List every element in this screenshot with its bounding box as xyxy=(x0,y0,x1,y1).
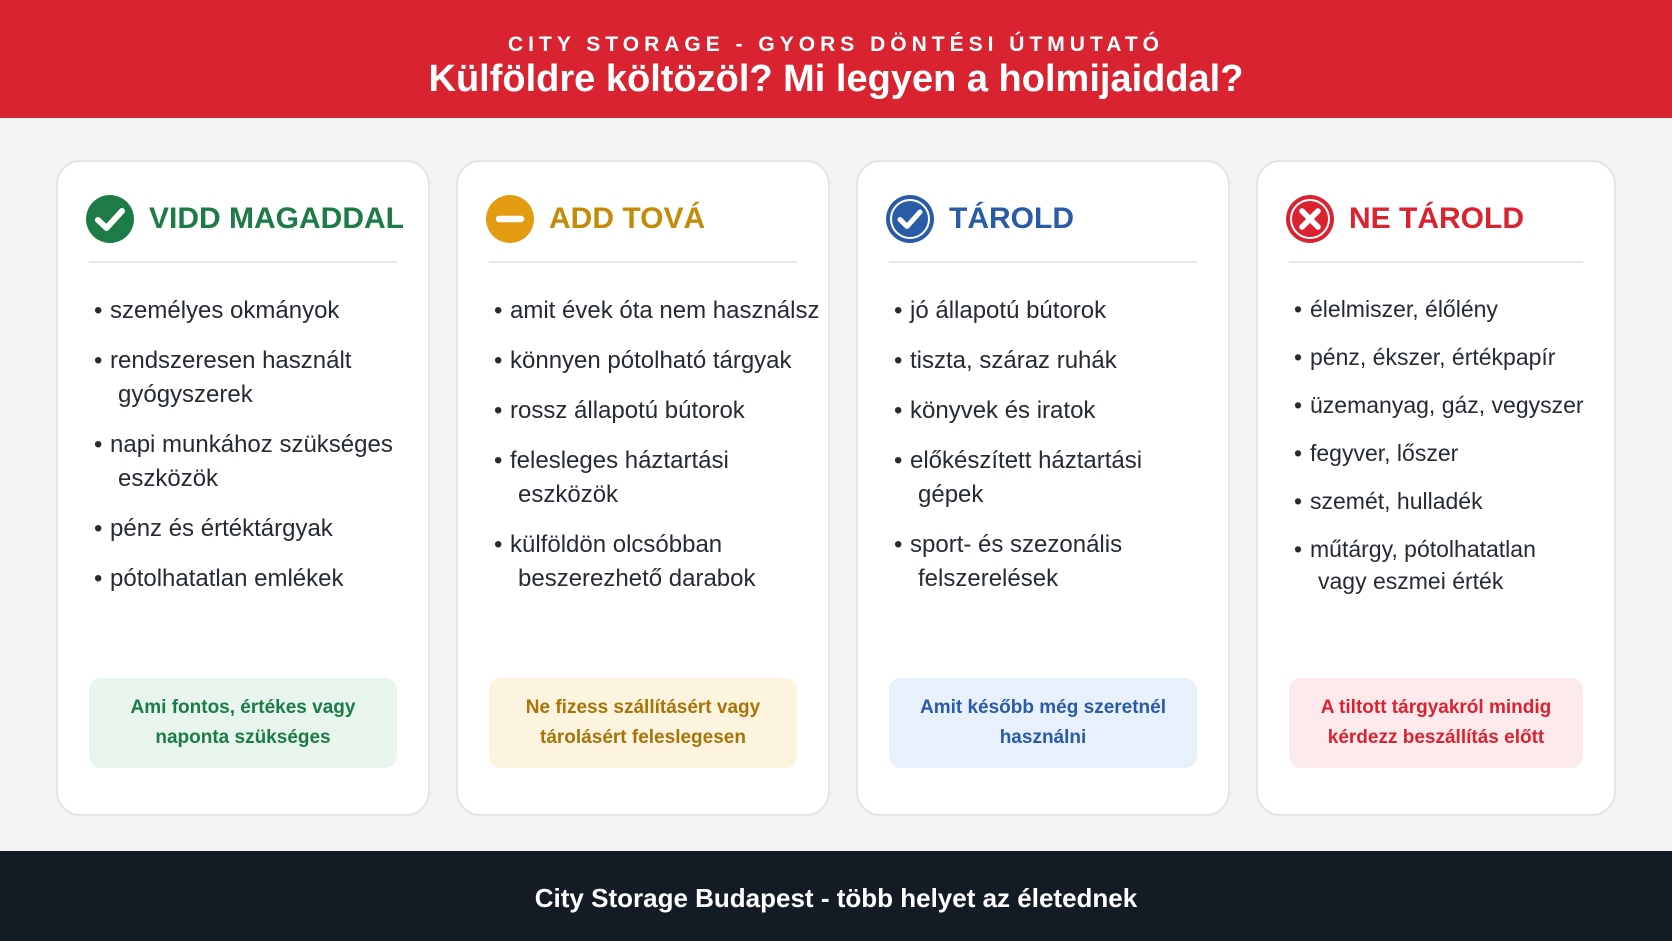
list-item: • jó állapotú bútorok xyxy=(894,294,1220,328)
item-list xyxy=(94,294,420,612)
list-item: • könnyen pótolható tárgyak xyxy=(494,344,820,378)
list-item: • élelmiszer, élőlény xyxy=(1294,293,1606,325)
check-circle-icon xyxy=(85,194,135,244)
minus-circle-icon xyxy=(485,194,535,244)
list-item: • műtárgy, pótolhatatlan vagy eszmei érték xyxy=(1294,533,1606,597)
list-item: • napi munkához szükséges eszközök xyxy=(94,428,420,496)
card-title: TÁROLD xyxy=(949,202,1074,235)
item-list xyxy=(894,294,1220,612)
list-item: • pótolhatatlan emlékek xyxy=(94,562,420,596)
list-item: • szemét, hulladék xyxy=(1294,485,1606,517)
divider xyxy=(489,261,797,263)
card-header xyxy=(1285,194,1524,244)
list-item: • előkészített háztartási gépek xyxy=(894,444,1220,512)
item-list xyxy=(1294,293,1606,613)
list-item: • üzemanyag, gáz, vegyszer xyxy=(1294,389,1606,421)
list-item: • külföldön olcsóbban beszerezhető darabok xyxy=(494,528,820,596)
divider xyxy=(89,261,397,263)
card-vidd-magaddal xyxy=(56,160,430,816)
list-item: • könyvek és iratok xyxy=(894,394,1220,428)
card-title: ADD TOVÁ xyxy=(549,202,706,235)
tip-box: Ami fontos, értékes vagy naponta szükséges xyxy=(89,678,397,768)
tip-box: A tiltott tárgyakról mindig kérdezz beszállítás előtt xyxy=(1289,678,1583,768)
x-circle-icon xyxy=(1285,194,1335,244)
footer-banner xyxy=(0,851,1672,941)
list-item: • személyes okmányok xyxy=(94,294,420,328)
check-circle-icon xyxy=(885,194,935,244)
card-header xyxy=(85,194,404,244)
list-item: • sport- és szezonális felszerelések xyxy=(894,528,1220,596)
list-item: • tiszta, száraz ruhák xyxy=(894,344,1220,378)
tip-box: Ne fizess szállításért vagy tárolásért feleslegesen xyxy=(489,678,797,768)
item-list xyxy=(494,294,820,612)
page-title: Külföldre költözöl? Mi legyen a holmijaiddal? xyxy=(428,58,1244,100)
header-banner xyxy=(0,0,1672,118)
card-tarold xyxy=(856,160,1230,816)
list-item: • rossz állapotú bútorok xyxy=(494,394,820,428)
list-item: • felesleges háztartási eszközök xyxy=(494,444,820,512)
list-item: • fegyver, lőszer xyxy=(1294,437,1606,469)
card-header xyxy=(885,194,1074,244)
list-item: • rendszeresen használt gyógyszerek xyxy=(94,344,420,412)
card-title: NE TÁROLD xyxy=(1349,202,1524,235)
list-item: • amit évek óta nem használsz xyxy=(494,294,820,328)
card-header xyxy=(485,194,705,244)
divider xyxy=(889,261,1197,263)
list-item: • pénz és értéktárgyak xyxy=(94,512,420,546)
footer-text: City Storage Budapest - több helyet az életednek xyxy=(534,883,1138,913)
tip-box: Amit később még szeretnél használni xyxy=(889,678,1197,768)
list-item: • pénz, ékszer, értékpapír xyxy=(1294,341,1606,373)
card-ne-tarold xyxy=(1256,160,1616,816)
card-title: VIDD MAGADDAL xyxy=(149,202,404,235)
divider xyxy=(1289,261,1583,263)
card-add-tova xyxy=(456,160,830,816)
header-kicker: CITY STORAGE - GYORS DÖNTÉSI ÚTMUTATÓ xyxy=(508,33,1164,56)
